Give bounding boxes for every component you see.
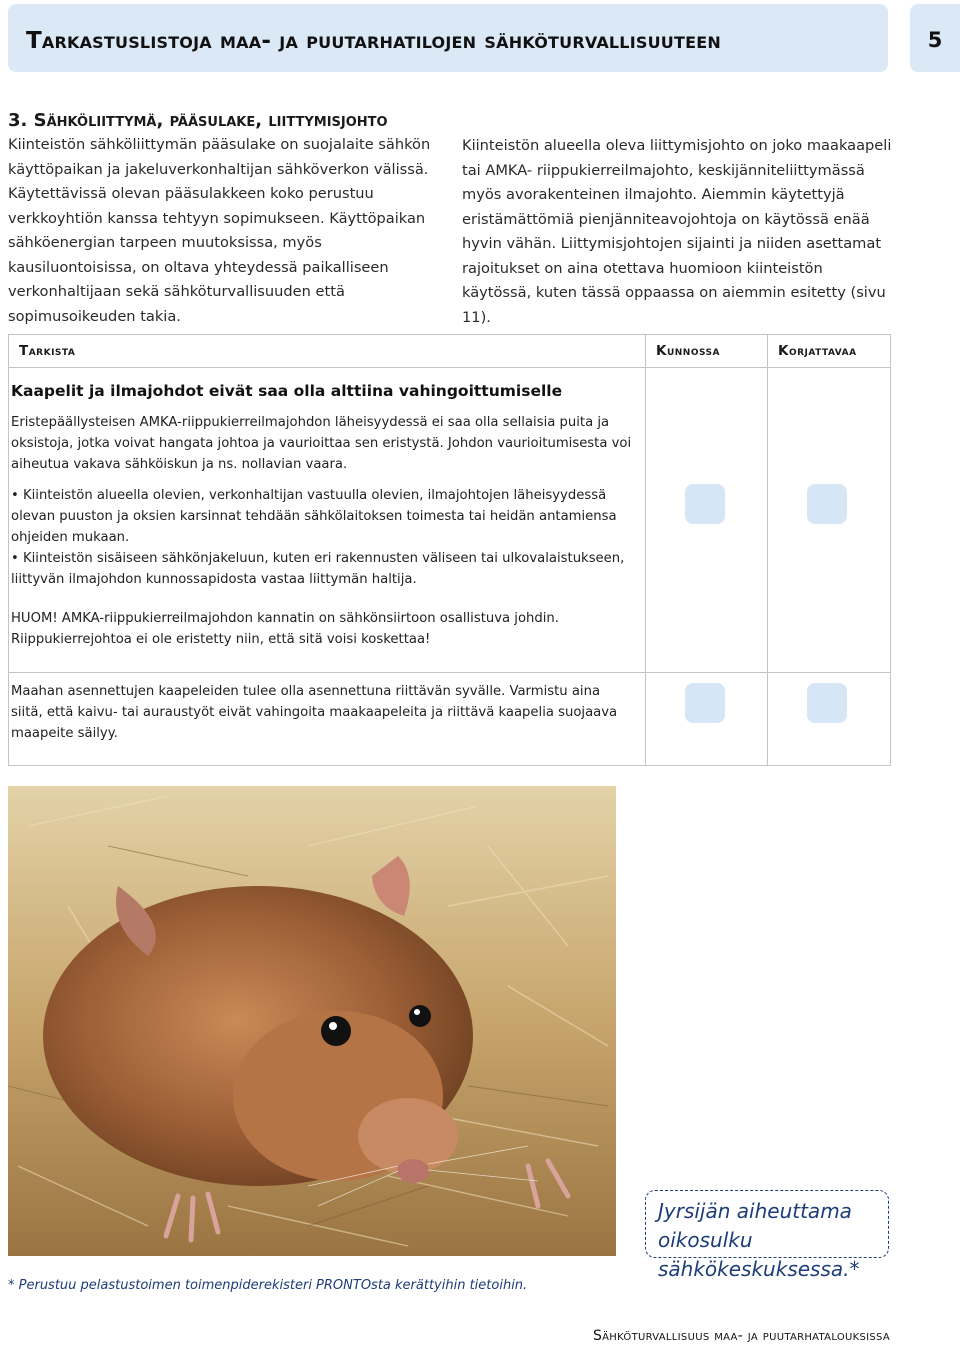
callout-text: Jyrsijän aiheuttama oikosulku sähkökeskuksessa.*: [658, 1199, 860, 1281]
row1-fix-checkbox[interactable]: [807, 484, 847, 524]
row2-ok-checkbox[interactable]: [685, 683, 725, 723]
section-heading: 3. Sähköliittymä, pääsulake, liittymisjohto: [8, 110, 388, 131]
table-row: [9, 368, 891, 673]
col-header-check: Tarkista: [9, 335, 646, 368]
callout-box: [645, 1190, 889, 1281]
rat-illustration: [8, 786, 616, 1256]
row2-fix-cell: [768, 673, 891, 766]
intro-left-column: [8, 110, 438, 329]
item-heading: Kaapelit ja ilmajohdot eivät saa olla alttiina vahingoittumiselle: [11, 382, 563, 400]
row1-fix-cell: [768, 368, 891, 673]
page-number-box: [910, 4, 960, 72]
intro-left-text: Kiinteistön sähköliittymän pääsulake on suojalaite sähkön käyttöpaikan ja jakeluverkonhaltijan sähköverkon välissä. Käytettävissä olevan pääsulakkeen koko perustuu verkkoyhtiön kanssa tehtyyn sopimukseen. Käyttöpaikan sähköenergian tarpeen muutoksissa, myös kausiluontoisissa, on oltava yhteydessä paikalliseen verkonhaltijaan sekä sähköturvallisuuden että sopimusoikeuden takia.: [8, 136, 431, 325]
row1-bullet-1: • Kiinteistön alueella olevien, verkonhaltijan vastuulla olevien, ilmajohtojen läheisyydessä olevan puuston ja oksien karsinnat tehdään sähkölaitoksen toimesta tai heidän antamiensa ohjeiden mukaan.: [11, 488, 617, 545]
row1-ok-checkbox[interactable]: [685, 484, 725, 524]
row1-warning: HUOM! AMKA-riippukierreilmajohdon kannatin on sähkönsiirtoon osallistuva johdin. Riippukierrejohtoa ei ole eristetty niin, että sitä voisi koskettaa!: [11, 611, 559, 647]
page-footer: Sähköturvallisuus maa- ja puutarhatalouksissa: [592, 1328, 890, 1344]
row1-bullet-2: • Kiinteistön sisäiseen sähkönjakeluun, kuten eri rakennusten väliseen tai ulkovalaistukseen, liittyvän ilmajohdon kunnossapidosta vastaa liittymän haltija.: [11, 551, 625, 587]
page-title: Tarkastuslistoja maa- ja puutarhatilojen sähköturvallisuuteen: [26, 28, 721, 54]
footnote: * Perustuu pelastustoimen toimenpiderekisteri PRONTOsta kerättyihin tietoihin.: [8, 1278, 528, 1293]
rat-photo: [8, 786, 616, 1256]
row2-paragraph: Maahan asennettujen kaapeleiden tulee olla asennettuna riittävän syvälle. Varmistu aina siitä, että kaivu- tai auraustyöt eivät vahingoita maakaapeleita ja riittävä kaapelia suojaava maapeite säilyy.: [11, 684, 618, 741]
row2-content: [9, 673, 646, 766]
intro-right-column: [462, 134, 892, 330]
table-header-row: [9, 335, 891, 368]
row1-content: [9, 368, 646, 673]
row1-ok-cell: [646, 368, 768, 673]
row1-paragraph: Eristepäällysteisen AMKA-riippukierreilmajohdon läheisyydessä ei saa olla sellaisia puita ja oksistoja, jotka voivat hangata johtoa ja vaurioittaa sen eristystä. Johdon vaurioitumisesta voi aiheutua vakava sähköiskun ja ns. nollavian vaara.: [11, 415, 632, 472]
checklist-table: [8, 334, 891, 766]
table-row: [9, 673, 891, 766]
intro-right-text: Kiinteistön alueella oleva liittymisjohto on joko maakaapeli tai AMKA- riippukierreilmajohto, keskijänniteliittymässä myös avorakenteinen ilmajohto. Aiemmin käytettyjä eristämättömiä pienjänniteavojohtoja on käytössä enää hyvin vähän. Liittymisjohtojen sijainti ja niiden asettamat rajoitukset on aina otettava huomioon kiinteistön käytössä, kuten tässä oppaassa on aiemmin esitetty (sivu 11).: [462, 137, 892, 326]
col-header-fix: Korjattavaa: [768, 335, 891, 368]
row2-fix-checkbox[interactable]: [807, 683, 847, 723]
header-bar: [8, 4, 888, 72]
col-header-ok: Kunnossa: [646, 335, 768, 368]
row2-ok-cell: [646, 673, 768, 766]
page-number: 5: [927, 28, 943, 52]
